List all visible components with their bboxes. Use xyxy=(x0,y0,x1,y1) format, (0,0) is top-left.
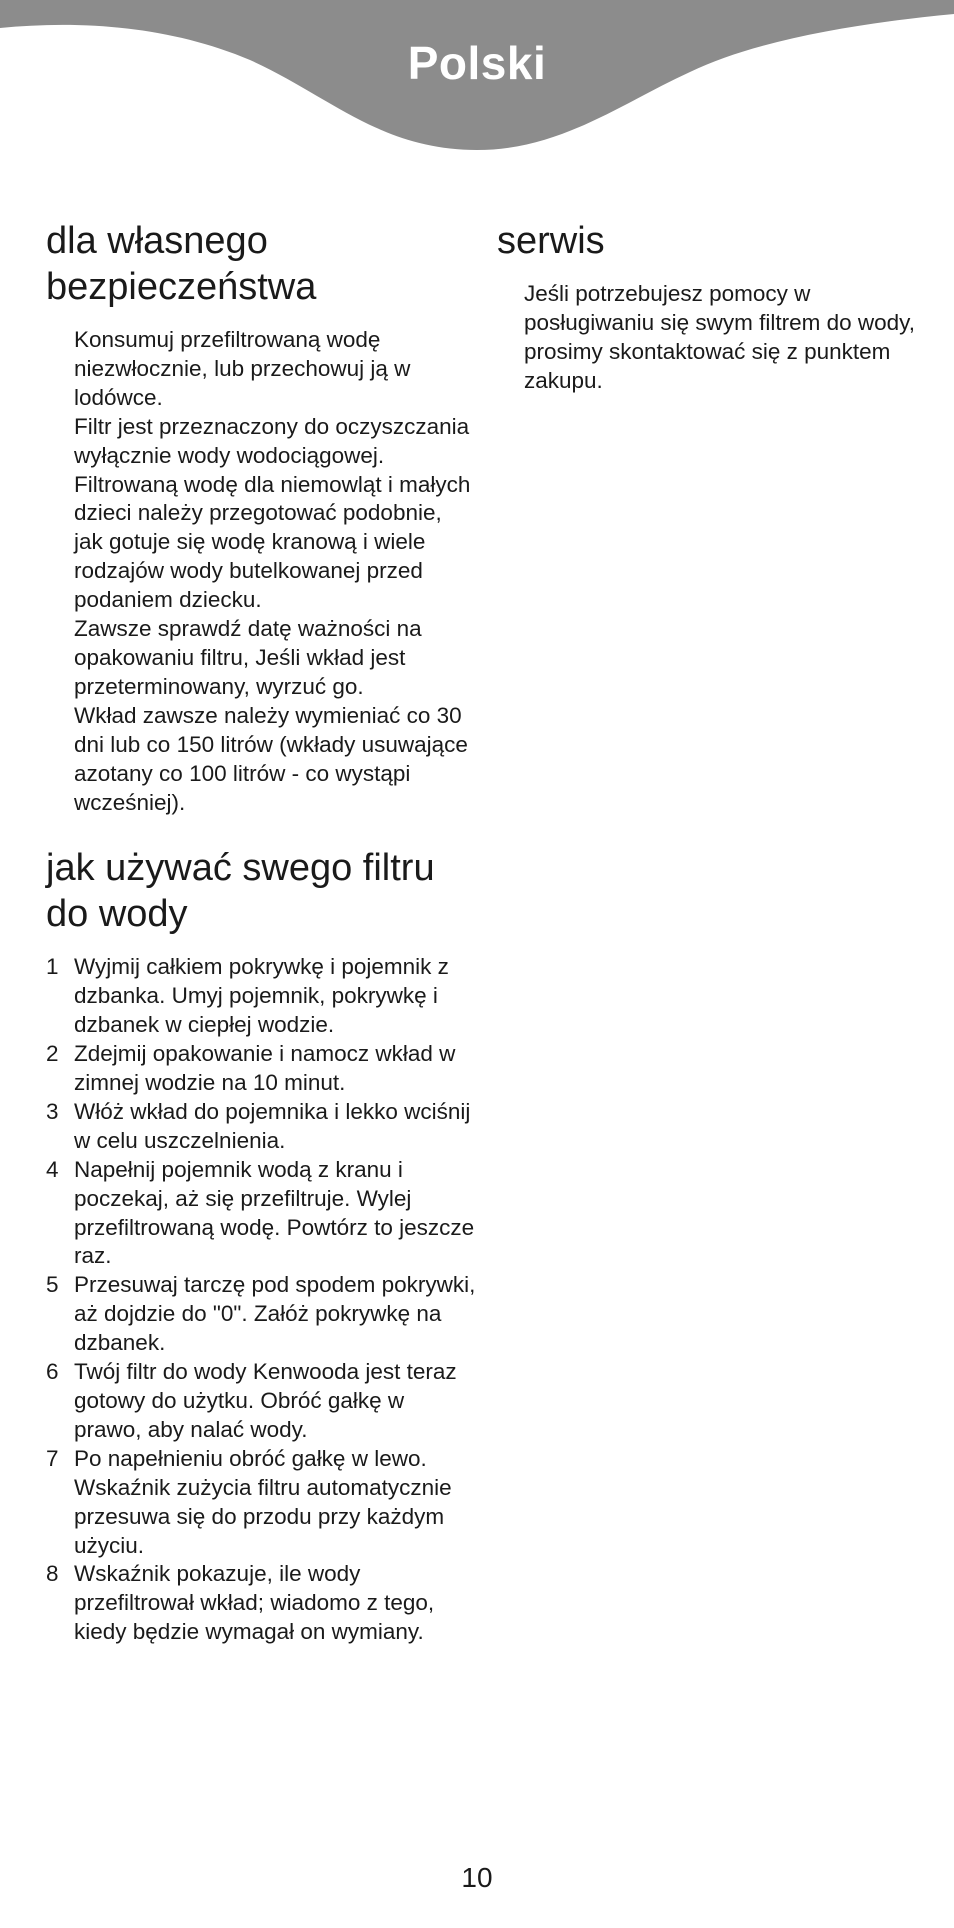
step-text: Napełnij pojemnik wodą z kranu i poczekaj, aż się przefiltruje. Wylej przefiltrowaną wodę. Powtórz to jeszcze raz. xyxy=(74,1156,475,1269)
usage-heading-line-2: do wody xyxy=(46,893,188,936)
step-item xyxy=(46,1445,476,1561)
safety-heading xyxy=(46,218,476,310)
step-item xyxy=(46,953,476,1040)
safety-paragraph: Wkład zawsze należy wymieniać co 30 dni lub co 150 litrów (wkłady usuwające azotany co 100 litrów - co wystąpi wcześniej). xyxy=(74,702,468,815)
step-text: Przesuwaj tarczę pod spodem pokrywki, aż dojdzie do "0". Załóż pokrywkę na dzbanek. xyxy=(74,1272,476,1356)
step-text: Włóż wkład do pojemnika i lekko wciśnij w celu uszczelnienia. xyxy=(74,1098,471,1153)
step-number: 2 xyxy=(46,1041,59,1067)
service-heading: serwis xyxy=(497,220,605,262)
safety-heading-line-1: dla własnego xyxy=(46,220,268,262)
step-number: 8 xyxy=(46,1561,59,1587)
step-item xyxy=(46,1271,476,1358)
safety-paragraph: Konsumuj przefiltrowaną wodę niezwłocznie, lub przechowuj ją w lodówce. xyxy=(74,327,411,410)
usage-heading-line-1: jak używać swego filtru xyxy=(46,847,435,890)
right-column xyxy=(497,218,917,396)
step-item xyxy=(46,1358,476,1445)
language-title: Polski xyxy=(407,37,547,89)
step-number: 3 xyxy=(46,1098,59,1124)
step-number: 4 xyxy=(46,1156,59,1182)
step-text: Twój filtr do wody Kenwooda jest teraz gotowy do użytku. Obróć gałkę w prawo, aby nalać wody. xyxy=(74,1359,457,1442)
page-number: 10 xyxy=(461,1862,493,1893)
service-text: Jeśli potrzebujesz pomocy w posługiwaniu się swym filtrem do wody, prosimy skontaktować się z punktem zakupu. xyxy=(524,281,915,393)
step-item xyxy=(46,1040,476,1098)
safety-heading-line-2: bezpieczeństwa xyxy=(46,266,317,308)
step-text: Zdejmij opakowanie i namocz wkład w zimnej wodzie na 10 minut. xyxy=(74,1041,456,1096)
step-number: 5 xyxy=(46,1272,59,1298)
step-number: 6 xyxy=(46,1359,59,1385)
step-item xyxy=(46,1560,476,1647)
usage-steps-list xyxy=(46,953,476,1647)
safety-paragraphs xyxy=(74,326,476,817)
left-column xyxy=(46,218,476,1647)
safety-paragraph: Zawsze sprawdź datę ważności na opakowaniu filtru, Jeśli wkład jest przeterminowany, wyrzuć go. xyxy=(74,616,422,699)
step-text: Wskaźnik pokazuje, ile wody przefiltrował wkład; wiadomo z tego, kiedy będzie wymagał on wymiany. xyxy=(74,1561,435,1645)
step-item xyxy=(46,1156,476,1272)
step-text: Po napełnieniu obróć gałkę w lewo. Wskaźnik zużycia filtru automatycznie przesuwa się do przodu przy każdym użyciu. xyxy=(74,1445,452,1558)
safety-paragraph: Filtrowaną wodę dla niemowląt i małych dzieci należy przegotować podobnie, jak gotuje się wodę kranową i wiele rodzajów wody butelkowanej przed podaniem dziecku. xyxy=(74,471,471,613)
step-number: 7 xyxy=(46,1445,59,1471)
usage-heading xyxy=(46,845,476,937)
step-text: Wyjmij całkiem pokrywkę i pojemnik z dzbanka. Umyj pojemnik, pokrywkę i dzbanek w ciepłej wodzie. xyxy=(74,954,449,1038)
step-item xyxy=(46,1098,476,1156)
safety-paragraph: Filtr jest przeznaczony do oczyszczania wyłącznie wody wodociągowej. xyxy=(74,413,470,468)
step-number: 1 xyxy=(46,954,59,980)
